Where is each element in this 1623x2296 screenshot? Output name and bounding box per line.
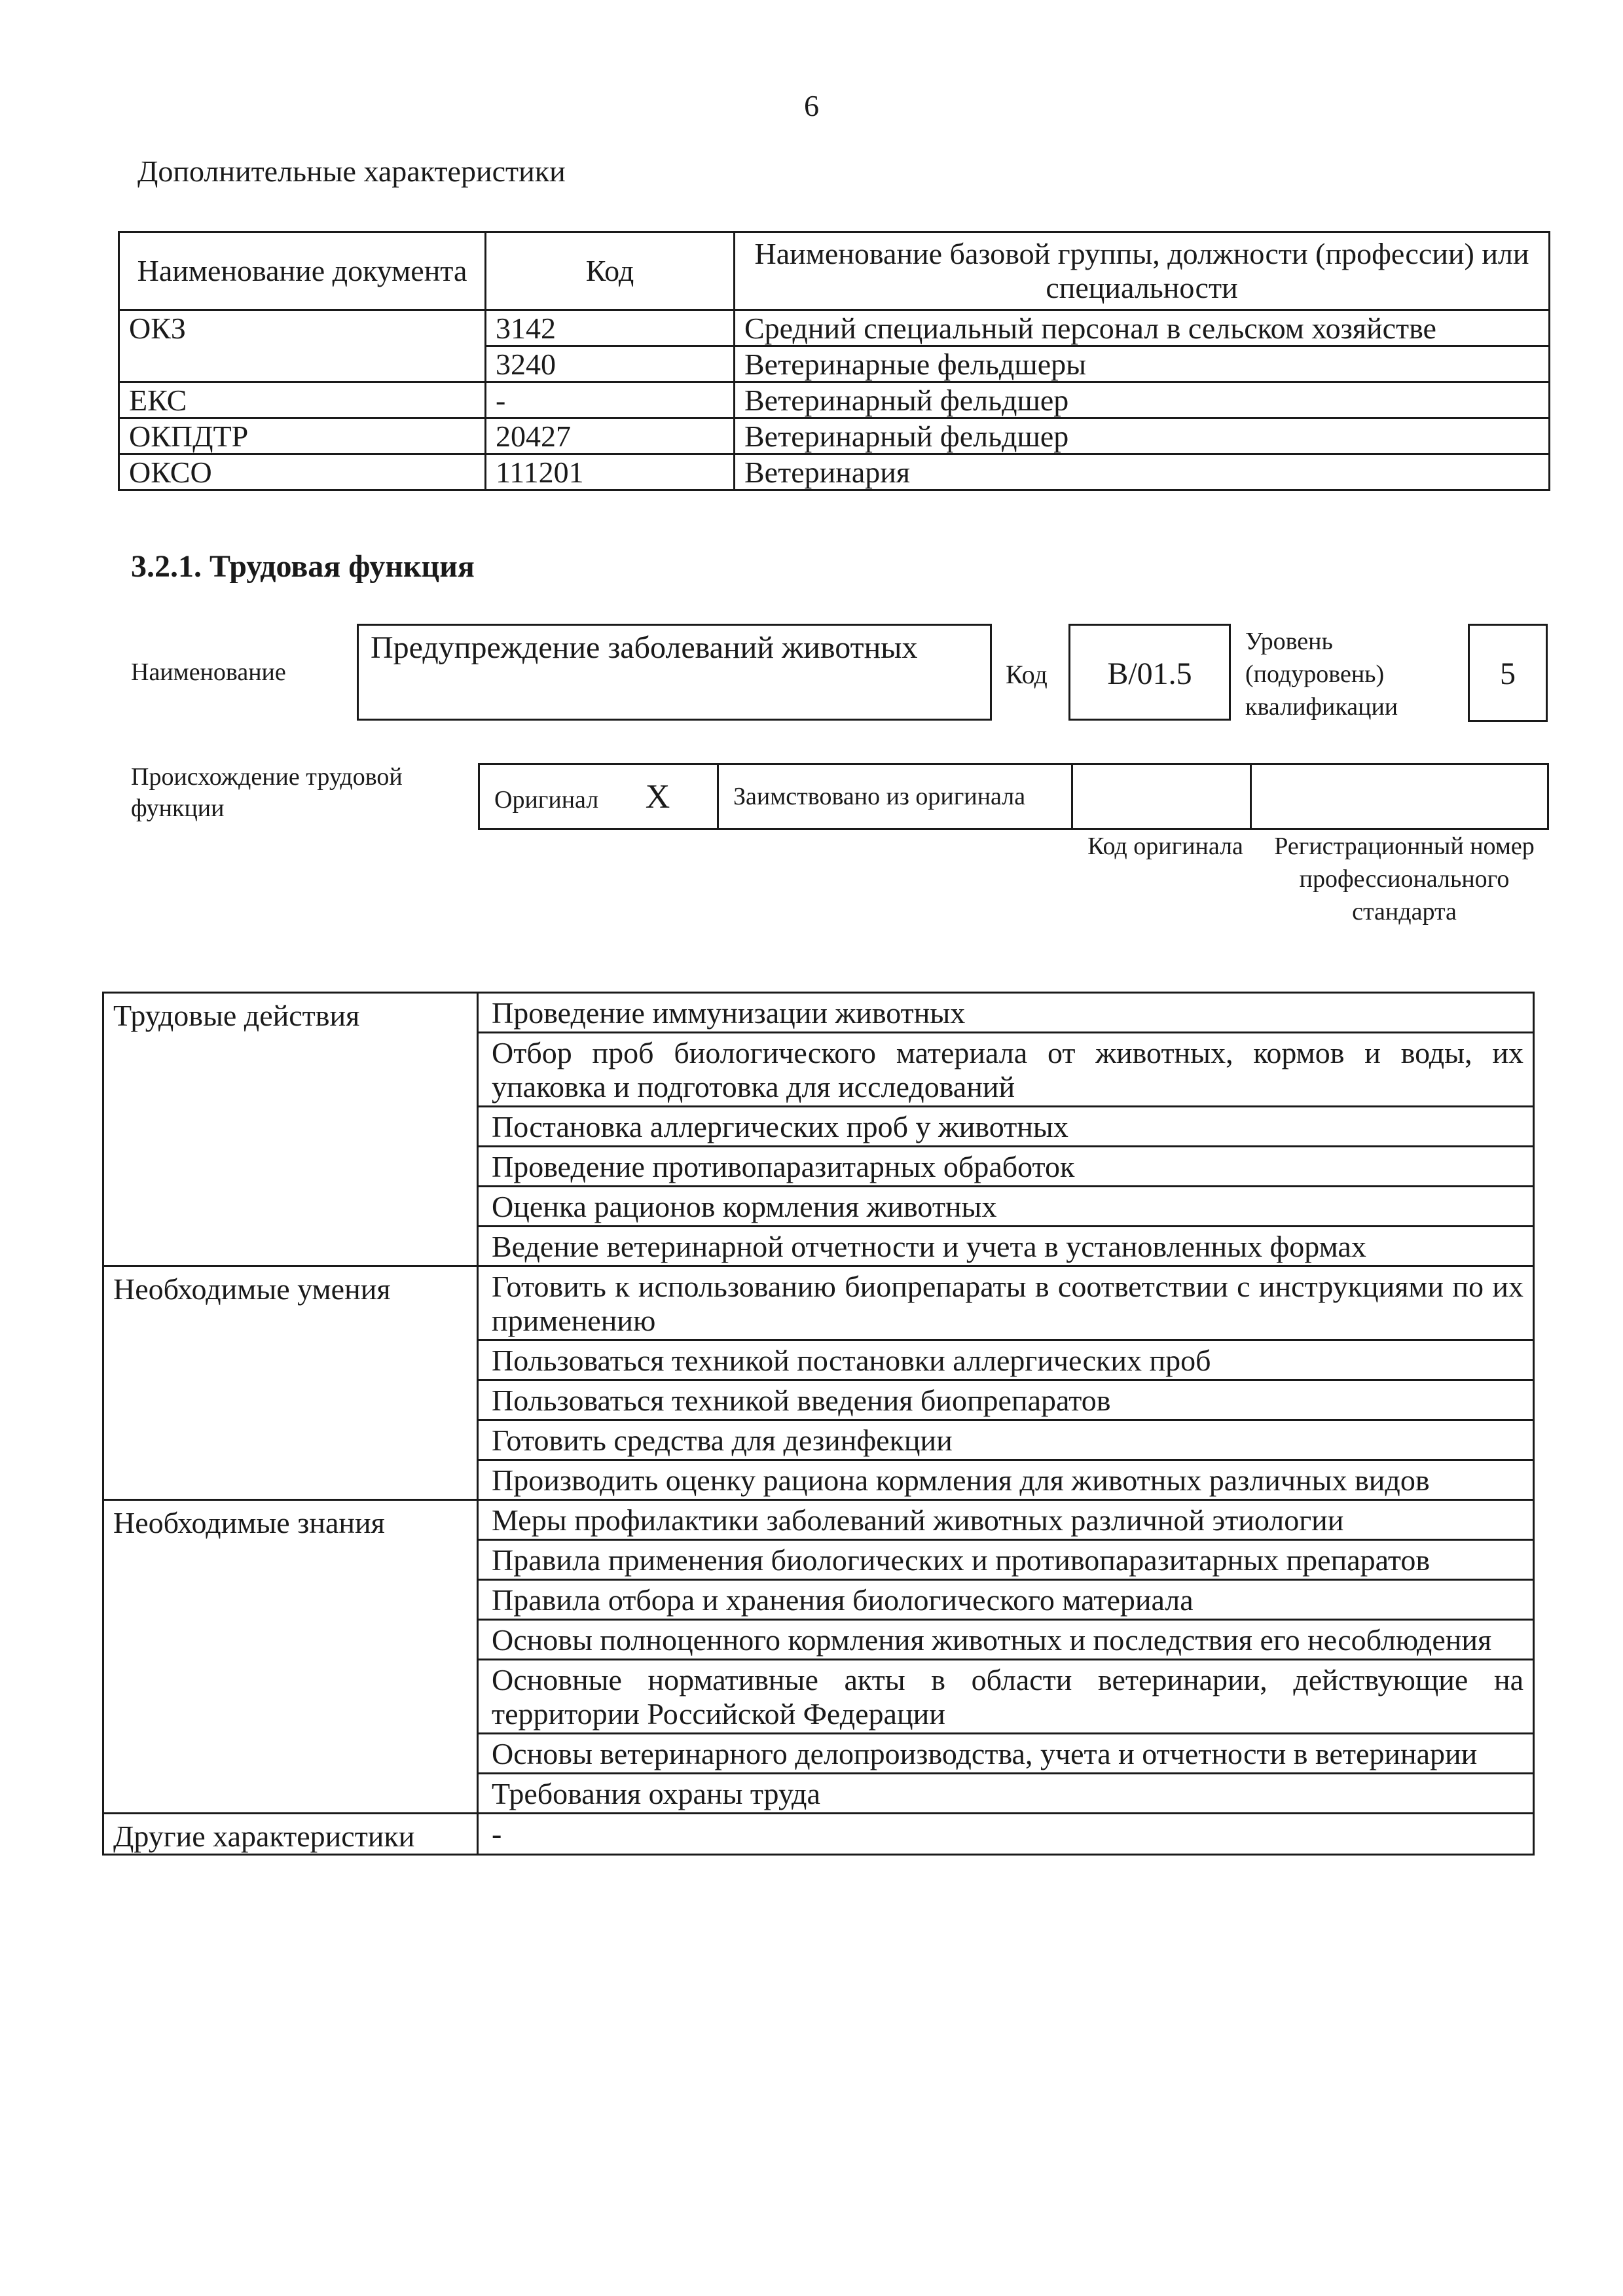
borrowed-cell: Заимствовано из оригинала [718,764,1072,829]
qualification-level-label-text: Уровень (подуровень) квалификации [1245,628,1398,721]
page-number: 6 [804,89,819,122]
registration-number-caption: Регистрационный номер профессионального стандарта [1274,833,1535,925]
original-mark: X [645,778,670,816]
row-name: Ветеринария [735,454,1550,490]
labor-action-item: Оценка рационов кормления животных [478,1187,1534,1227]
row-document: ОКПДТР [119,418,486,454]
required-knowledge-label: Необходимые знания [103,1500,478,1814]
origin-label-text: Происхождение трудовой функции [131,763,403,822]
table-row [119,418,1550,454]
table-row [119,310,1550,346]
labor-action-item: Постановка аллергических проб у животных [478,1107,1534,1147]
skill-item: Производить оценку рациона кормления для животных различных видов [478,1460,1534,1500]
knowledge-item: Правила применения биологических и противопаразитарных препаратов [478,1540,1534,1580]
code-label: Код [1006,660,1048,689]
labor-action-item: Отбор проб биологического материала от животных, кормов и воды, их упаковка и подготовка для исследований [478,1033,1534,1107]
knowledge-item: Правила отбора и хранения биологического материала [478,1580,1534,1620]
row-name: Ветеринарные фельдшеры [735,346,1550,382]
knowledge-item: Основы полноценного кормления животных и последствия его несоблюдения [478,1620,1534,1660]
origin-row [479,764,1548,829]
header-name: Наименование базовой группы, должности (профессии) или специальности [735,232,1550,310]
qualification-level-field: 5 [1468,624,1548,722]
other-characteristics-value: - [478,1814,1534,1855]
row-code: 3240 [486,346,735,382]
name-label: Наименование [131,658,286,686]
table-row [119,454,1550,490]
row-name: Средний специальный персонал в сельском хозяйстве [735,310,1550,346]
row-document: ОКЗ [119,310,486,382]
row-document: ОКСО [119,454,486,490]
table-header-row [119,232,1550,310]
labor-action-item: Ведение ветеринарной отчетности и учета в установленных формах [478,1227,1534,1266]
knowledge-item: Основные нормативные акты в области ветеринарии, действующие на территории Российской Федерации [478,1660,1534,1734]
labor-action-item: Проведение иммунизации животных [478,993,1534,1033]
knowledge-item: Основы ветеринарного делопроизводства, учета и отчетности в ветеринарии [478,1734,1534,1774]
knowledge-item: Меры профилактики заболеваний животных различной этиологии [478,1500,1534,1540]
row-name: Ветеринарный фельдшер [735,418,1550,454]
row-code: 111201 [486,454,735,490]
registration-number-cell [1251,764,1548,829]
table-row [103,1500,1534,1540]
row-name: Ветеринарный фельдшер [735,382,1550,418]
qualification-level-label [1245,625,1442,723]
skill-item: Готовить к использованию биопрепараты в соответствии с инструкциями по их применению [478,1266,1534,1340]
additional-characteristics-title: Дополнительные характеристики [137,154,566,188]
required-skills-label: Необходимые умения [103,1266,478,1500]
labor-action-item: Проведение противопаразитарных обработок [478,1147,1534,1187]
function-code-field: B/01.5 [1068,624,1231,721]
skill-item: Пользоваться техникой постановки аллергических проб [478,1340,1534,1380]
row-code: 20427 [486,418,735,454]
origin-table [478,763,1549,830]
section-title: 3.2.1. Трудовая функция [131,549,475,584]
header-document: Наименование документа [119,232,486,310]
table-row [103,1266,1534,1340]
code-original-caption: Код оригинала [1087,833,1243,860]
table-row [103,993,1534,1033]
table-row [119,382,1550,418]
function-name-field: Предупреждение заболеваний животных [357,624,992,721]
original-cell [479,764,718,829]
table-row [103,1814,1534,1855]
knowledge-item: Требования охраны труда [478,1774,1534,1814]
code-original-cell [1072,764,1251,829]
skill-item: Готовить средства для дезинфекции [478,1420,1534,1460]
original-label: Оригинал [494,785,599,814]
header-code: Код [486,232,735,310]
additional-characteristics-table [118,231,1550,491]
row-code: - [486,382,735,418]
origin-label [131,761,471,824]
row-code: 3142 [486,310,735,346]
skill-item: Пользоваться техникой введения биопрепаратов [478,1380,1534,1420]
other-characteristics-label: Другие характеристики [103,1814,478,1855]
labor-actions-label: Трудовые действия [103,993,478,1266]
labor-function-table [102,992,1535,1856]
row-document: ЕКС [119,382,486,418]
